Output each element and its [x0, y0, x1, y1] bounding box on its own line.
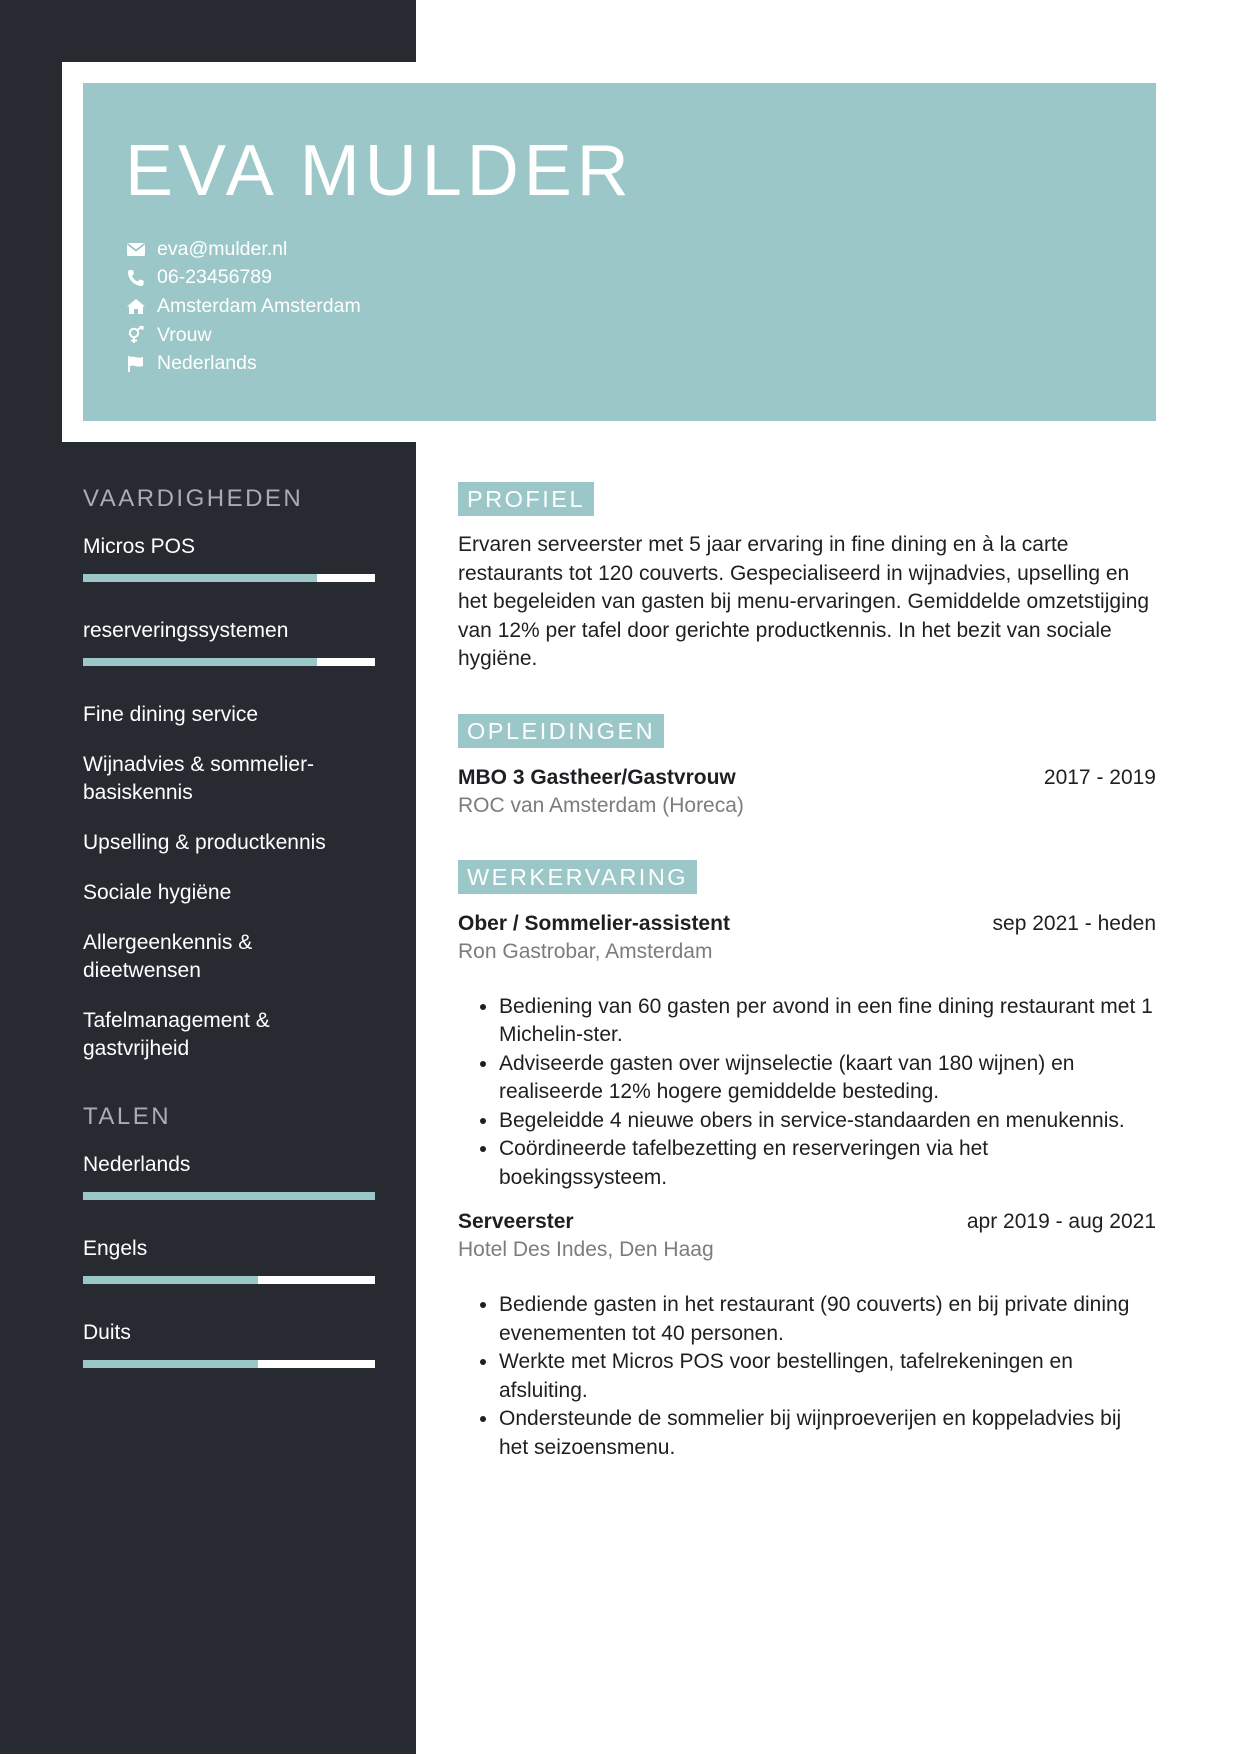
skill-label: Wijnadvies & sommelier-basiskennis [83, 753, 315, 804]
skill-item [83, 533, 375, 582]
skill-label: Tafelmanagement & gastvrijheid [83, 1009, 270, 1060]
entry-header [458, 764, 1156, 792]
education-dates: 2017 - 2019 [1043, 765, 1156, 789]
language-label: Duits [83, 1321, 131, 1344]
contact-phone-text: 06-23456789 [157, 266, 272, 289]
experience-entry [458, 1208, 1156, 1462]
language-item [83, 1319, 375, 1368]
skill-label: Allergeenkennis & dieetwensen [83, 931, 253, 982]
language-level-bar [83, 1276, 375, 1284]
language-level-fill [83, 1192, 375, 1200]
sidebar-content [83, 482, 375, 1368]
education-heading: OPLEIDINGEN [458, 714, 664, 748]
job-bullets [458, 993, 1156, 1193]
home-icon [125, 296, 147, 316]
contact-gender [125, 321, 361, 350]
contact-address-text: Amsterdam Amsterdam [157, 294, 361, 317]
education-title: MBO 3 Gastheer/Gastvrouw [458, 765, 736, 789]
contact-address [125, 292, 361, 321]
skill-level-bar [83, 658, 375, 666]
contact-gender-text: Vrouw [157, 323, 212, 346]
envelope-icon [125, 239, 147, 259]
job-bullets [458, 1291, 1156, 1462]
person-name: EVA MULDER [125, 131, 634, 211]
language-level-fill [83, 1276, 258, 1284]
bullet-item: • Ondersteunde de sommelier bij wijnproeverijen en koppeladvies bij het seizoensmenu. [499, 1405, 1156, 1462]
profile-heading: PROFIEL [458, 482, 594, 516]
language-item [83, 1235, 375, 1284]
language-level-bar [83, 1360, 375, 1368]
contact-phone[interactable] [125, 264, 361, 293]
language-item [83, 1151, 375, 1200]
profile-section [458, 482, 1156, 674]
languages-heading: TALEN [83, 1103, 172, 1130]
gender-icon [125, 325, 147, 345]
education-section [458, 714, 1156, 820]
contact-nationality-text: Nederlands [157, 352, 257, 375]
main-content [458, 482, 1156, 1462]
job-title: Serveerster [458, 1210, 574, 1233]
phone-icon [125, 268, 147, 288]
skill-label: Sociale hygiëne [83, 881, 232, 904]
job-employer: Ron Gastrobar, Amsterdam [458, 939, 713, 963]
skill-level-fill [83, 658, 317, 666]
entry-header [458, 910, 1156, 938]
header [83, 83, 1156, 421]
bullet-item: • Coördineerde tafelbezetting en reserveringen via het boekingssysteem. [499, 1135, 1156, 1192]
contact-list [125, 235, 361, 378]
language-level-fill [83, 1360, 258, 1368]
contact-email-text: eva@mulder.nl [157, 237, 288, 260]
skills-heading: VAARDIGHEDEN [83, 485, 304, 512]
job-title: Ober / Sommelier-assistent [458, 911, 730, 935]
skill-label: reserveringssystemen [83, 619, 289, 642]
language-level-bar [83, 1192, 375, 1200]
bullet-item: • Begeleidde 4 nieuwe obers in service-standaarden en menukennis. [499, 1107, 1156, 1136]
bullet-item: • Adviseerde gasten over wijnselectie (kaart van 180 wijnen) en realiseerde 12% hogere gemiddelde besteding. [499, 1050, 1156, 1107]
experience-entry [458, 910, 1156, 1193]
skill-level-fill [83, 574, 317, 582]
skill-level-bar [83, 574, 375, 582]
experience-heading: WERKERVARING [458, 860, 697, 894]
job-dates: sep 2021 - heden [992, 911, 1156, 935]
contact-nationality [125, 349, 361, 378]
job-employer: Hotel Des Indes, Den Haag [458, 1238, 714, 1261]
education-entry [458, 764, 1156, 820]
skill-label: Fine dining service [83, 703, 259, 726]
bullet-item: • Werkte met Micros POS voor bestellingen, tafelrekeningen en afsluiting. [499, 1348, 1156, 1405]
bullet-item: • Bediende gasten in het restaurant (90 couverts) en bij private dining evenementen tot 40 personen. [499, 1291, 1156, 1348]
contact-email[interactable] [125, 235, 361, 264]
skill-label: Upselling & productkennis [83, 831, 326, 854]
entry-header [458, 1208, 1156, 1236]
language-label: Engels [83, 1237, 148, 1260]
flag-icon [125, 354, 147, 374]
profile-text: Ervaren serveerster met 5 jaar ervaring in fine dining en à la carte restaurants tot 120 couverts. Gespecialiseerd in wijnadvies, upselling en het begeleiden van gasten bij menu-ervaringen. Gemiddelde omzetstijging van 12% per tafel door gerichte productkennis. In het bezit van sociale hygiëne. [458, 533, 1150, 670]
job-dates: apr 2019 - aug 2021 [966, 1210, 1156, 1233]
education-institution: ROC van Amsterdam (Horeca) [458, 793, 744, 817]
bullet-item: • Bediening van 60 gasten per avond in een fine dining restaurant met 1 Michelin-ster. [499, 993, 1156, 1050]
experience-section [458, 860, 1156, 1463]
skill-label: Micros POS [83, 535, 196, 558]
skill-item [83, 617, 375, 666]
language-label: Nederlands [83, 1153, 191, 1176]
